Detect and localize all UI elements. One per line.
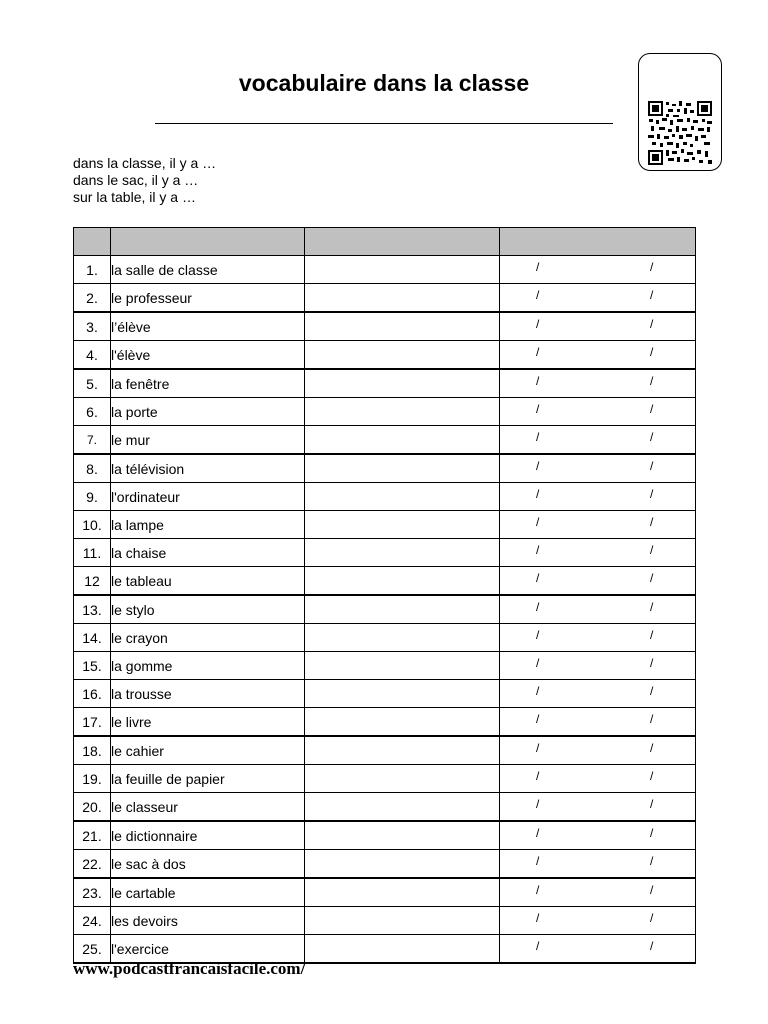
answer-blank-cell[interactable] — [305, 878, 500, 907]
slash-separator: / — [650, 459, 654, 473]
table-row — [74, 369, 696, 398]
slash-separator: / — [650, 402, 654, 416]
slash-separator: / — [536, 911, 540, 925]
answer-slash-cell[interactable] — [500, 567, 696, 596]
slash-separator: / — [650, 374, 654, 388]
answer-slash-cell[interactable] — [500, 680, 696, 708]
answer-blank-cell[interactable] — [305, 680, 500, 708]
vocabulary-table — [73, 227, 696, 964]
answer-slash-cell[interactable] — [500, 312, 696, 341]
vocabulary-word: le classeur — [111, 793, 305, 822]
answer-slash-cell[interactable] — [500, 426, 696, 455]
table-row — [74, 426, 696, 455]
answer-blank-cell[interactable] — [305, 341, 500, 370]
table-row — [74, 878, 696, 907]
answer-slash-cell[interactable] — [500, 821, 696, 850]
header-cell-translation — [305, 228, 500, 256]
slash-separator: / — [536, 797, 540, 811]
table-row — [74, 595, 696, 624]
slash-separator: / — [536, 600, 540, 614]
slash-separator: / — [536, 712, 540, 726]
table-row — [74, 708, 696, 737]
vocabulary-word: le dictionnaire — [111, 821, 305, 850]
row-number: 1. — [74, 256, 111, 284]
answer-slash-cell[interactable] — [500, 341, 696, 370]
slash-separator: / — [650, 939, 654, 953]
row-number: 23. — [74, 878, 111, 907]
row-number: 9. — [74, 483, 111, 511]
table-row — [74, 256, 696, 284]
vocabulary-word: la fenêtre — [111, 369, 305, 398]
slash-separator: / — [536, 684, 540, 698]
answer-slash-cell[interactable] — [500, 284, 696, 313]
table-row — [74, 398, 696, 426]
vocabulary-word: la télévision — [111, 454, 305, 483]
slash-separator: / — [650, 911, 654, 925]
slash-separator: / — [536, 628, 540, 642]
table-row — [74, 483, 696, 511]
slash-separator: / — [650, 883, 654, 897]
answer-blank-cell[interactable] — [305, 284, 500, 313]
vocabulary-word: la feuille de papier — [111, 765, 305, 793]
answer-blank-cell[interactable] — [305, 935, 500, 964]
slash-separator: / — [536, 459, 540, 473]
answer-slash-cell[interactable] — [500, 907, 696, 935]
table-row — [74, 341, 696, 370]
row-number: 3. — [74, 312, 111, 341]
slash-separator: / — [650, 797, 654, 811]
row-number: 15. — [74, 652, 111, 680]
title-underline — [155, 123, 613, 124]
table-row — [74, 454, 696, 483]
vocabulary-word: le mur — [111, 426, 305, 455]
row-number: 6. — [74, 398, 111, 426]
row-number: 22. — [74, 850, 111, 879]
answer-slash-cell[interactable] — [500, 935, 696, 964]
slash-separator: / — [536, 854, 540, 868]
answer-slash-cell[interactable] — [500, 850, 696, 879]
table-row — [74, 652, 696, 680]
slash-separator: / — [536, 374, 540, 388]
slash-separator: / — [536, 543, 540, 557]
slash-separator: / — [650, 571, 654, 585]
row-number: 4. — [74, 341, 111, 370]
qr-code-icon — [648, 101, 712, 165]
answer-slash-cell[interactable] — [500, 878, 696, 907]
row-number: 8. — [74, 454, 111, 483]
slash-separator: / — [536, 826, 540, 840]
slash-separator: / — [536, 656, 540, 670]
slash-separator: / — [650, 515, 654, 529]
answer-slash-cell[interactable] — [500, 483, 696, 511]
table-row — [74, 312, 696, 341]
answer-blank-cell[interactable] — [305, 765, 500, 793]
answer-blank-cell[interactable] — [305, 850, 500, 879]
qr-code-frame — [638, 53, 722, 171]
intro-text — [73, 155, 216, 206]
vocabulary-word: l'ordinateur — [111, 483, 305, 511]
row-number: 13. — [74, 595, 111, 624]
vocabulary-word: l'exercice — [111, 935, 305, 964]
answer-blank-cell[interactable] — [305, 369, 500, 398]
slash-separator: / — [650, 430, 654, 444]
vocabulary-word: le cartable — [111, 878, 305, 907]
answer-slash-cell[interactable] — [500, 398, 696, 426]
answer-slash-cell[interactable] — [500, 256, 696, 284]
answer-blank-cell[interactable] — [305, 708, 500, 737]
row-number: 12 — [74, 567, 111, 596]
answer-blank-cell[interactable] — [305, 821, 500, 850]
answer-blank-cell[interactable] — [305, 652, 500, 680]
footer-url[interactable]: www.podcastfrancaisfacile.com/ — [73, 959, 306, 978]
slash-separator: / — [536, 402, 540, 416]
table-row — [74, 907, 696, 935]
vocabulary-word: l’élève — [111, 312, 305, 341]
vocabulary-word: la salle de classe — [111, 256, 305, 284]
slash-separator: / — [650, 712, 654, 726]
answer-blank-cell[interactable] — [305, 483, 500, 511]
row-number: 10. — [74, 511, 111, 539]
vocabulary-word: le livre — [111, 708, 305, 737]
row-number: 21. — [74, 821, 111, 850]
vocabulary-word: la lampe — [111, 511, 305, 539]
slash-separator: / — [536, 345, 540, 359]
table-row — [74, 624, 696, 652]
slash-separator: / — [650, 628, 654, 642]
answer-slash-cell[interactable] — [500, 539, 696, 567]
slash-separator: / — [536, 260, 540, 274]
answer-slash-cell[interactable] — [500, 511, 696, 539]
slash-separator: / — [650, 656, 654, 670]
slash-separator: / — [536, 571, 540, 585]
table-row — [74, 850, 696, 879]
slash-separator: / — [650, 345, 654, 359]
slash-separator: / — [650, 260, 654, 274]
table-row — [74, 284, 696, 313]
vocabulary-table-body — [74, 256, 696, 964]
vocabulary-word: la porte — [111, 398, 305, 426]
row-number: 25. — [74, 935, 111, 964]
header-cell-number — [74, 228, 111, 256]
answer-blank-cell[interactable] — [305, 426, 500, 455]
slash-separator: / — [650, 317, 654, 331]
slash-separator: / — [536, 883, 540, 897]
row-number: 7. — [74, 426, 111, 455]
table-row — [74, 680, 696, 708]
vocabulary-word: la trousse — [111, 680, 305, 708]
slash-separator: / — [650, 684, 654, 698]
slash-separator: / — [650, 741, 654, 755]
row-number: 2. — [74, 284, 111, 313]
row-number: 17. — [74, 708, 111, 737]
row-number: 5. — [74, 369, 111, 398]
intro-line: dans la classe, il y a … — [73, 155, 217, 171]
answer-slash-cell[interactable] — [500, 454, 696, 483]
answer-slash-cell[interactable] — [500, 736, 696, 765]
answer-slash-cell[interactable] — [500, 793, 696, 822]
answer-blank-cell[interactable] — [305, 793, 500, 822]
slash-separator: / — [650, 769, 654, 783]
answer-blank-cell[interactable] — [305, 907, 500, 935]
answer-blank-cell[interactable] — [305, 312, 500, 341]
slash-separator: / — [536, 487, 540, 501]
table-row — [74, 793, 696, 822]
answer-blank-cell[interactable] — [305, 567, 500, 596]
vocabulary-word: le cahier — [111, 736, 305, 765]
table-row — [74, 765, 696, 793]
slash-separator: / — [650, 543, 654, 557]
answer-blank-cell[interactable] — [305, 736, 500, 765]
row-number: 20. — [74, 793, 111, 822]
answer-slash-cell[interactable] — [500, 369, 696, 398]
answer-slash-cell[interactable] — [500, 595, 696, 624]
answer-slash-cell[interactable] — [500, 624, 696, 652]
slash-separator: / — [536, 515, 540, 529]
slash-separator: / — [650, 487, 654, 501]
vocabulary-word: l'élève — [111, 341, 305, 370]
page-title: vocabulaire dans la classe — [238, 70, 530, 96]
answer-blank-cell[interactable] — [305, 595, 500, 624]
vocabulary-word: le tableau — [111, 567, 305, 596]
answer-slash-cell[interactable] — [500, 765, 696, 793]
slash-separator: / — [536, 317, 540, 331]
row-number: 11. — [74, 539, 111, 567]
row-number: 19. — [74, 765, 111, 793]
vocabulary-word: les devoirs — [111, 907, 305, 935]
answer-blank-cell[interactable] — [305, 398, 500, 426]
vocabulary-word: la gomme — [111, 652, 305, 680]
slash-separator: / — [650, 854, 654, 868]
slash-separator: / — [536, 939, 540, 953]
answer-blank-cell[interactable] — [305, 454, 500, 483]
vocabulary-word: le sac à dos — [111, 850, 305, 879]
table-row — [74, 821, 696, 850]
intro-line: sur la table, il y a … — [73, 189, 196, 205]
slash-separator: / — [536, 430, 540, 444]
vocabulary-word: le professeur — [111, 284, 305, 313]
slash-separator: / — [536, 769, 540, 783]
slash-separator: / — [650, 826, 654, 840]
header-cell-notes — [500, 228, 696, 256]
answer-blank-cell[interactable] — [305, 624, 500, 652]
answer-slash-cell[interactable] — [500, 708, 696, 737]
slash-separator: / — [650, 600, 654, 614]
answer-blank-cell[interactable] — [305, 511, 500, 539]
row-number: 16. — [74, 680, 111, 708]
slash-separator: / — [536, 288, 540, 302]
intro-line: dans le sac, il y a … — [73, 172, 199, 188]
vocabulary-word: la chaise — [111, 539, 305, 567]
table-row — [74, 567, 696, 596]
vocabulary-word: le stylo — [111, 595, 305, 624]
slash-separator: / — [650, 288, 654, 302]
table-row — [74, 539, 696, 567]
answer-blank-cell[interactable] — [305, 256, 500, 284]
table-row — [74, 511, 696, 539]
table-row — [74, 736, 696, 765]
row-number: 14. — [74, 624, 111, 652]
slash-separator: / — [536, 741, 540, 755]
table-header-row — [74, 228, 696, 256]
vocabulary-word: le crayon — [111, 624, 305, 652]
header-cell-word — [111, 228, 305, 256]
row-number: 24. — [74, 907, 111, 935]
row-number: 18. — [74, 736, 111, 765]
answer-blank-cell[interactable] — [305, 539, 500, 567]
answer-slash-cell[interactable] — [500, 652, 696, 680]
